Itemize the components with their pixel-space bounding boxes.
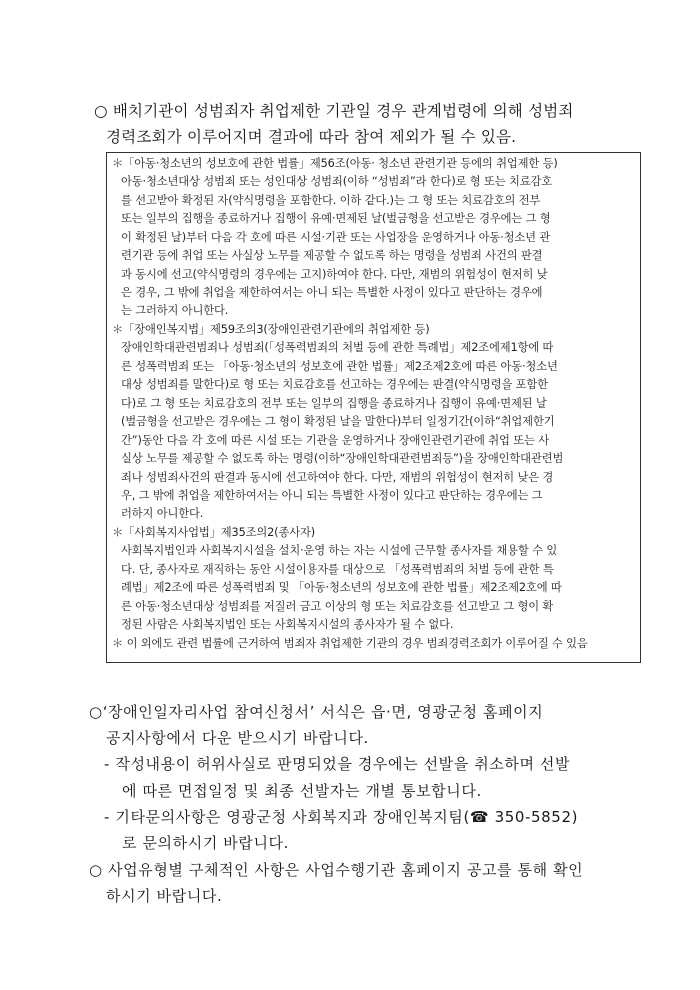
- notice-line-1: ○ 배치기관이 성범죄자 취업제한 기관일 경우 관계법령에 의해 성범죄: [94, 102, 574, 120]
- law-text-line: 른 성폭력범죄 또는 「아동·청소년의 성보호에 관한 법률」제2조제2호에 따른 아동·청소년: [121, 360, 558, 373]
- law-text-line: 련기관 등에 취업 또는 사실상 노무를 제공할 수 없도록 하는 명령을 성범죄 사건의 판결: [121, 249, 543, 262]
- law-text-line: 다)로 그 형 또는 치료감호의 전부 또는 일부의 집행을 종료하거나 집행이 유예·면제된 날: [121, 397, 547, 410]
- notice-line-2: 경력조회가 이루어지며 결과에 따라 참여 제외가 될 수 있음.: [106, 128, 517, 146]
- law-text-line: 례법」제2조에 따른 성폭력범죄 및 「아동·청소년의 성보호에 관한 법률」제2조제2호에 따: [121, 581, 562, 594]
- application-form-line-1: ○‘장애인일자리사업 참여신청서’ 서식은 읍·면, 영광군청 홈페이지: [89, 703, 544, 721]
- contact-line-2: 로 문의하시기 바랍니다.: [122, 834, 290, 852]
- law-text-line: 아동·청소년대상 성범죄 또는 성인대상 성범죄(이하 “성범죄”라 한다)로 형 또는 치료감호: [121, 175, 553, 188]
- law-heading-youth-protection: ＊「아동·청소년의 성보호에 관한 법률」제56조(아동· 청소년 관련기관 등에의 취업제한 등): [112, 157, 558, 170]
- law-text-line: 우, 그 밖에 취업을 제한하여서는 아니 되는 특별한 사정이 있다고 판단하는 경우에는 그: [121, 489, 543, 502]
- law-text-line: 실상 노무를 제공할 수 없도록 하는 명령(이하“장애인학대관련범죄등”)을 장애인학대관련범: [121, 452, 564, 465]
- project-type-line-1: ○ 사업유형별 구체적인 사항은 사업수행기관 홈페이지 공고를 통해 확인: [89, 861, 584, 879]
- contact-line-1: - 기타문의사항은 영광군청 사회복지과 장애인복지팀(☎ 350-5852): [104, 808, 579, 826]
- law-text-line: 또는 일부의 집행을 종료하거나 집행이 유예·면제된 날(벌금형을 선고받은 경우에는 그 형: [121, 212, 551, 225]
- law-text-line: 장애인학대관련범죄나 성범죄(「성폭력범죄의 처벌 등에 관한 특례법」제2조에제1항에 따: [121, 341, 554, 354]
- false-info-line-1: - 작성내용이 허위사실로 판명되었을 경우에는 선발을 취소하며 선발: [104, 755, 571, 773]
- law-text-line: 대상 성범죄를 말한다)로 형 또는 치료감호를 선고하는 경우에는 판결(약식명령을 포함한: [121, 378, 548, 391]
- law-text-line: 다. 단, 종사자로 재직하는 동안 시설이용자를 대상으로 「성폭력범죄의 처벌 등에 관한 특: [121, 563, 554, 576]
- law-text-line: 정된 사람은 사회복지법인 또는 사회복지시설의 종사자가 될 수 없다.: [121, 618, 454, 631]
- law-text-line: (벌금형을 선고받은 경우에는 그 형이 확정된 날을 말한다)부터 일정기간(이하“취업제한기: [121, 415, 555, 428]
- law-text-line: 를 선고받아 확정된 자(약식명령을 포함한다. 이하 같다.)는 그 형 또는 치료감호의 전부: [121, 194, 541, 207]
- law-footnote: ＊ 이 외에도 관련 법률에 근거하여 범죄자 취업제한 기관의 경우 범죄경력조회가 이루어질 수 있음: [112, 637, 588, 650]
- law-text-line: 간”)동안 다음 각 호에 따른 시설 또는 기관을 운영하거나 장애인관련기관에 취업 또는 사: [121, 434, 549, 447]
- law-heading-social-welfare: ＊「사회복지사업법」제35조의2(종사자): [112, 526, 315, 539]
- law-text-line: 사회복지법인과 사회복지시설을 설치·운영 하는 자는 시설에 근무할 종사자를 채용할 수 있: [121, 544, 558, 557]
- law-text-line: 은 경우, 그 밖에 취업을 제한하여서는 아니 되는 특별한 사정이 있다고 판단하는 경우에: [121, 286, 543, 299]
- application-form-line-2: 공지사항에서 다운 받으시기 바랍니다.: [106, 729, 369, 747]
- law-text-line: 죄나 성범죄사건의 판결과 동시에 선고하여야 한다. 다만, 재범의 위험성이 현저히 낮은 경: [121, 471, 554, 484]
- law-heading-disability-welfare: ＊「장애인복지법」제59조의3(장애인관련기관에의 취업제한 등): [112, 323, 430, 336]
- false-info-line-2: 에 따른 면접일정 및 최종 선발자는 개별 통보합니다.: [122, 782, 482, 800]
- law-text-line: 는 그러하지 아니한다.: [121, 304, 229, 317]
- law-text-line: 러하지 아니한다.: [121, 507, 204, 520]
- law-text-line: 과 동시에 선고(약식명령의 경우에는 고지)하여야 한다. 다만, 재범의 위험성이 현저히 낮: [121, 268, 548, 281]
- project-type-line-2: 하시기 바랍니다.: [106, 887, 223, 905]
- law-text-line: 른 아동·청소년대상 성범죄를 저질러 금고 이상의 형 또는 치료감호를 선고받고 그 형이 확: [121, 600, 554, 613]
- law-text-line: 이 확정된 날)부터 다음 각 호에 따른 시설·기관 또는 사업장을 운영하거나 아동·청소년 관: [121, 231, 551, 244]
